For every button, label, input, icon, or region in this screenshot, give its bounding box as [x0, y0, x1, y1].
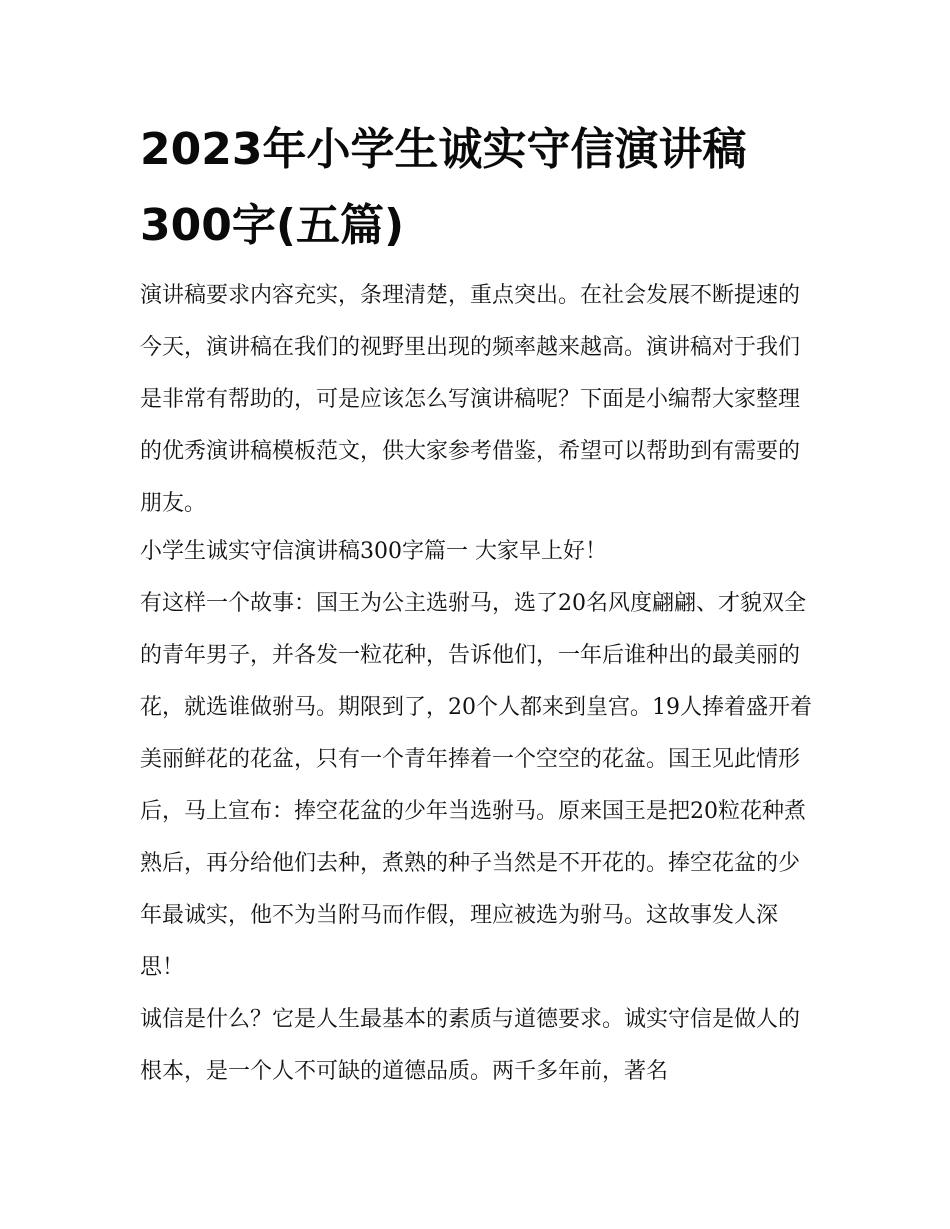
document-body — [140, 112, 812, 1098]
honesty-paragraph: 诚信是什么？它是人生最基本的素质与道德要求。诚实守信是做人的根本，是一个人不可缺的道德品质。两千多年前，著名 — [140, 1007, 801, 1084]
section-heading-paragraph: 小学生诚实守信演讲稿300字篇一 大家早上好！ — [140, 539, 607, 564]
intro-paragraph: 演讲稿要求内容充实，条理清楚，重点突出。在社会发展不断提速的今天，演讲稿在我们的视野里出现的频率越来越高。演讲稿对于我们是非常有帮助的，可是应该怎么写演讲稿呢？下面是小编帮大家整理的优秀演讲稿模板范文，供大家参考借鉴，希望可以帮助到有需要的朋友。 — [140, 283, 801, 516]
document-title: 2023年小学生诚实守信演讲稿300字(五篇) — [140, 124, 747, 251]
story-paragraph: 有这样一个故事：国王为公主选驸马，选了20名风度翩翩、才貌双全的青年男子，并各发一粒花种，告诉他们，一年后谁种出的最美丽的花，就选谁做驸马。期限到了，20个人都来到皇宫。19人捧着盛开着美丽鲜花的花盆，只有一个青年捧着一个空空的花盆。国王见此情形后，马上宣布：捧空花盆的少年当选驸马。原来国王是把20粒花种煮熟后，再分给他们去种，煮熟的种子当然是不开花的。捧空花盆的少年最诚实，他不为当附马而作假，理应被选为驸马。这故事发人深思！ — [140, 591, 812, 980]
